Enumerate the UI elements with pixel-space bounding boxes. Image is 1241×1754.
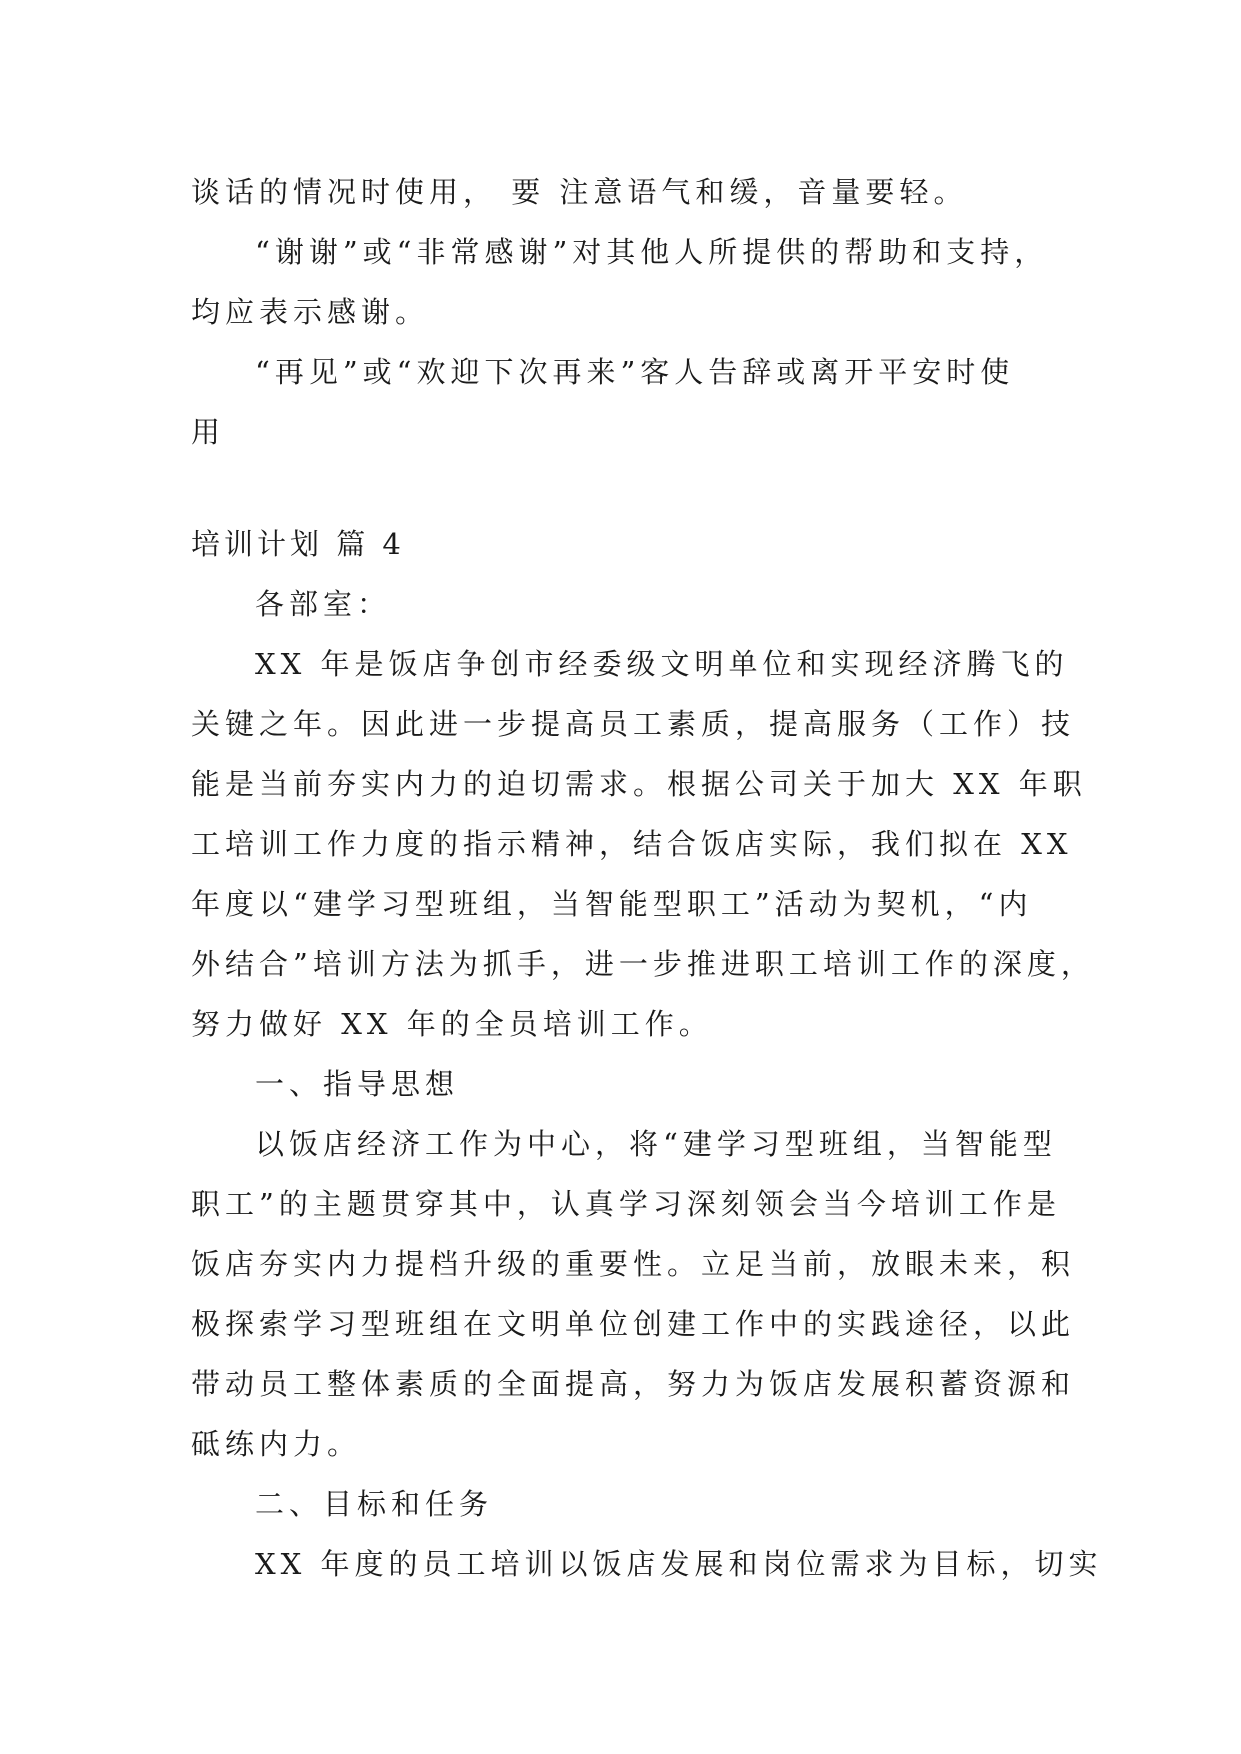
text-line: 能是当前夯实内力的迫切需求。根据公司关于加大 XX 年职: [191, 767, 1087, 801]
section-gap: [191, 462, 1051, 514]
text-line: 关键之年。因此进一步提高员工素质，提高服务（工作）技: [191, 707, 1076, 741]
text-line: 谈话的情况时使用， 要 注意语气和缓，音量要轻。: [191, 175, 968, 209]
document-body: [191, 162, 1103, 1594]
text-line: 带动员工整体素质的全面提高，努力为饭店发展积蓄资源和: [191, 1367, 1076, 1401]
text-line: 饭店夯实内力提档升级的重要性。立足当前，放眼未来，积: [191, 1247, 1076, 1281]
text-line: 砥练内力。: [191, 1427, 362, 1461]
text-line: 工培训工作力度的指示精神，结合饭店实际，我们拟在 XX: [191, 827, 1073, 861]
text-line: 以饭店经济工作为中心，将“建学习型班组，当智能型: [255, 1127, 1057, 1161]
text-line: 努力做好 XX 年的全员培训工作。: [191, 1007, 713, 1041]
text-line: “再见”或“欢迎下次再来”客人告辞或离开平安时使: [255, 355, 1015, 389]
text-line: 年度以“建学习型班组，当智能型职工”活动为契机，“内: [191, 887, 1033, 921]
text-line: 外结合”培训方法为抓手，进一步推进职工培训工作的深度，: [191, 947, 1095, 981]
heading-guiding-thought: 一、指导思想: [255, 1067, 460, 1101]
text-line: XX 年度的员工培训以饭店发展和岗位需求为目标，切实: [255, 1547, 1103, 1581]
heading-goals-and-tasks: 二、目标和任务: [255, 1487, 494, 1521]
salutation: 各部室：: [255, 587, 392, 621]
text-line: 极探索学习型班组在文明单位创建工作中的实践途径，以此: [191, 1307, 1076, 1341]
text-line: XX 年是饭店争创市经委级文明单位和实现经济腾飞的: [255, 647, 1069, 681]
text-line: “谢谢”或“非常感谢”对其他人所提供的帮助和支持，: [255, 235, 1049, 269]
text-line: 用: [191, 415, 226, 449]
section-title: 培训计划 篇 4: [191, 527, 405, 561]
text-line: 均应表示感谢。: [191, 295, 430, 329]
text-line: 职工”的主题贯穿其中，认真学习深刻领会当今培训工作是: [191, 1187, 1061, 1221]
